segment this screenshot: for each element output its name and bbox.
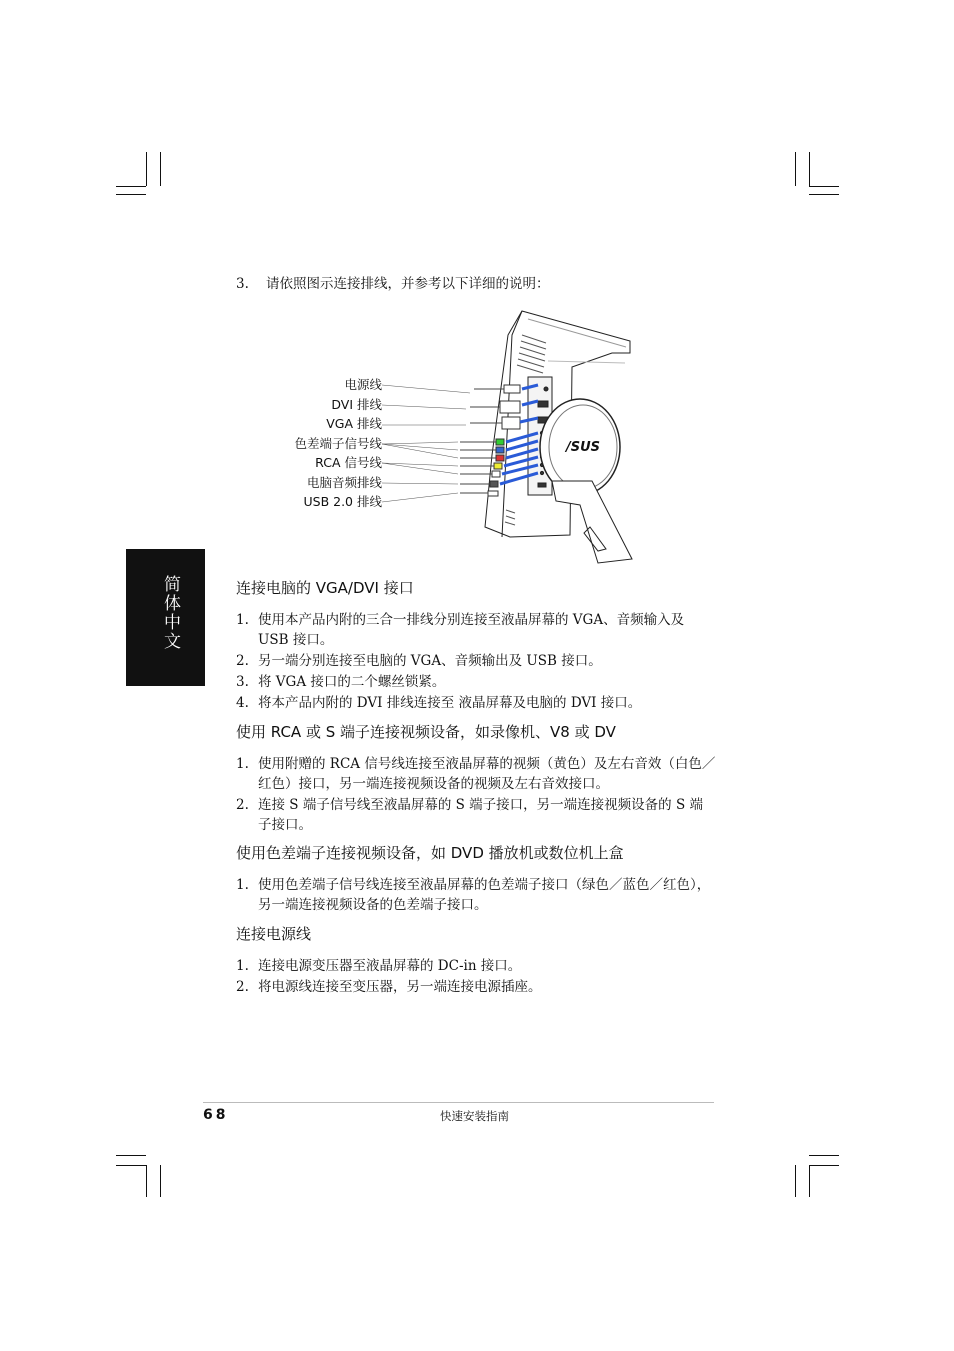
callout-dvi-cable: DVI 排线 [331,396,382,412]
crop-mark [116,1165,146,1166]
footer-divider [203,1102,714,1103]
crop-mark [146,1165,147,1197]
figure-callout-list [250,375,382,512]
crop-mark [116,1155,146,1156]
step-item [236,875,716,915]
callout-usb-cable: USB 2.0 排线 [303,494,382,509]
step-number: 2. [236,653,249,669]
section-component-video [236,843,716,916]
crop-mark [116,194,146,195]
step-item [236,754,716,794]
step-list [236,956,716,997]
section-heading: 连接电脑的 VGA/DVI 接口 [236,579,414,597]
step-item [236,795,716,835]
page-number: 68 [203,1107,229,1123]
crop-mark [116,186,146,187]
step-text: 使用附赠的 RCA 信号线连接至液晶屏幕的视频（黄色）及左右音效（白色／红色）接口，另一端连接视频设备的视频及左右音效接口。 [258,756,716,792]
intro-step-text: 请依照图示连接排线，并参考以下详细的说明： [266,276,550,292]
step-number: 2. [236,979,249,995]
step-item [236,672,716,692]
callout-power-cable: 电源线 [344,377,382,392]
step-text: 连接电源变压器至液晶屏幕的 DC-in 接口。 [258,958,522,974]
step-item [236,956,716,976]
crop-mark [809,194,839,195]
callout-rca-cable: RCA 信号线 [315,455,382,470]
intro-step [236,272,550,292]
step-text: 连接 S 端子信号线至液晶屏幕的 S 端子接口，另一端连接视频设备的 S 端子接口。 [258,797,703,833]
language-side-tab [126,549,205,686]
crop-mark [809,1155,839,1156]
step-text: 另一端分别连接至电脑的 VGA、音频输出及 USB 接口。 [258,653,602,669]
crop-mark [809,186,839,187]
section-rca-s-video [236,722,716,836]
step-item [236,977,716,997]
step-text: 将本产品内附的 DVI 排线连接至 液晶屏幕及电脑的 DVI 接口。 [258,695,642,711]
step-list [236,610,716,713]
step-list [236,875,716,915]
section-vga-dvi [236,578,716,714]
crop-mark [795,152,796,186]
step-item [236,693,716,713]
step-number: 3. [236,674,249,690]
step-text: 将 VGA 接口的二个螺丝锁紧。 [258,674,446,690]
crop-mark [795,1165,796,1197]
intro-step-number: 3. [236,276,249,292]
crop-mark [160,152,161,186]
step-number: 1. [236,612,249,628]
asus-logo: /SUS [566,440,601,455]
crop-mark [146,152,147,186]
step-text: 使用本产品内附的三合一排线分别连接至液晶屏幕的 VGA、音频输入及 USB 接口。 [258,612,685,648]
step-text: 使用色差端子信号线连接至液晶屏幕的色差端子接口（绿色／蓝色／红色），另一端连接视频设备的色差端子接口。 [258,877,711,913]
callout-audio-cable: 电脑音频排线 [306,474,382,490]
step-text: 将电源线连接至变压器，另一端连接电源插座。 [258,979,542,995]
section-heading: 连接电源线 [236,925,312,943]
crop-mark [809,152,810,186]
section-power [236,924,716,998]
crop-mark [809,1165,810,1197]
callout-vga-cable: VGA 排线 [326,416,382,431]
step-number: 2. [236,797,249,813]
step-item [236,610,716,650]
crop-mark [809,1165,839,1166]
step-number: 4. [236,695,249,711]
step-number: 1. [236,877,249,893]
language-side-tab-label: 简体中文 [160,575,180,651]
footer-title: 快速安装指南 [440,1109,509,1123]
step-number: 1. [236,756,249,772]
step-item [236,651,716,671]
step-number: 1. [236,958,249,974]
callout-component-cable: 色差端子信号线 [294,435,382,451]
step-list [236,754,716,835]
section-heading: 使用 RCA 或 S 端子连接视频设备，如录像机、V8 或 DV [236,723,616,741]
crop-mark [160,1165,161,1197]
section-heading: 使用色差端子连接视频设备，如 DVD 播放机或数位机上盒 [236,844,624,862]
